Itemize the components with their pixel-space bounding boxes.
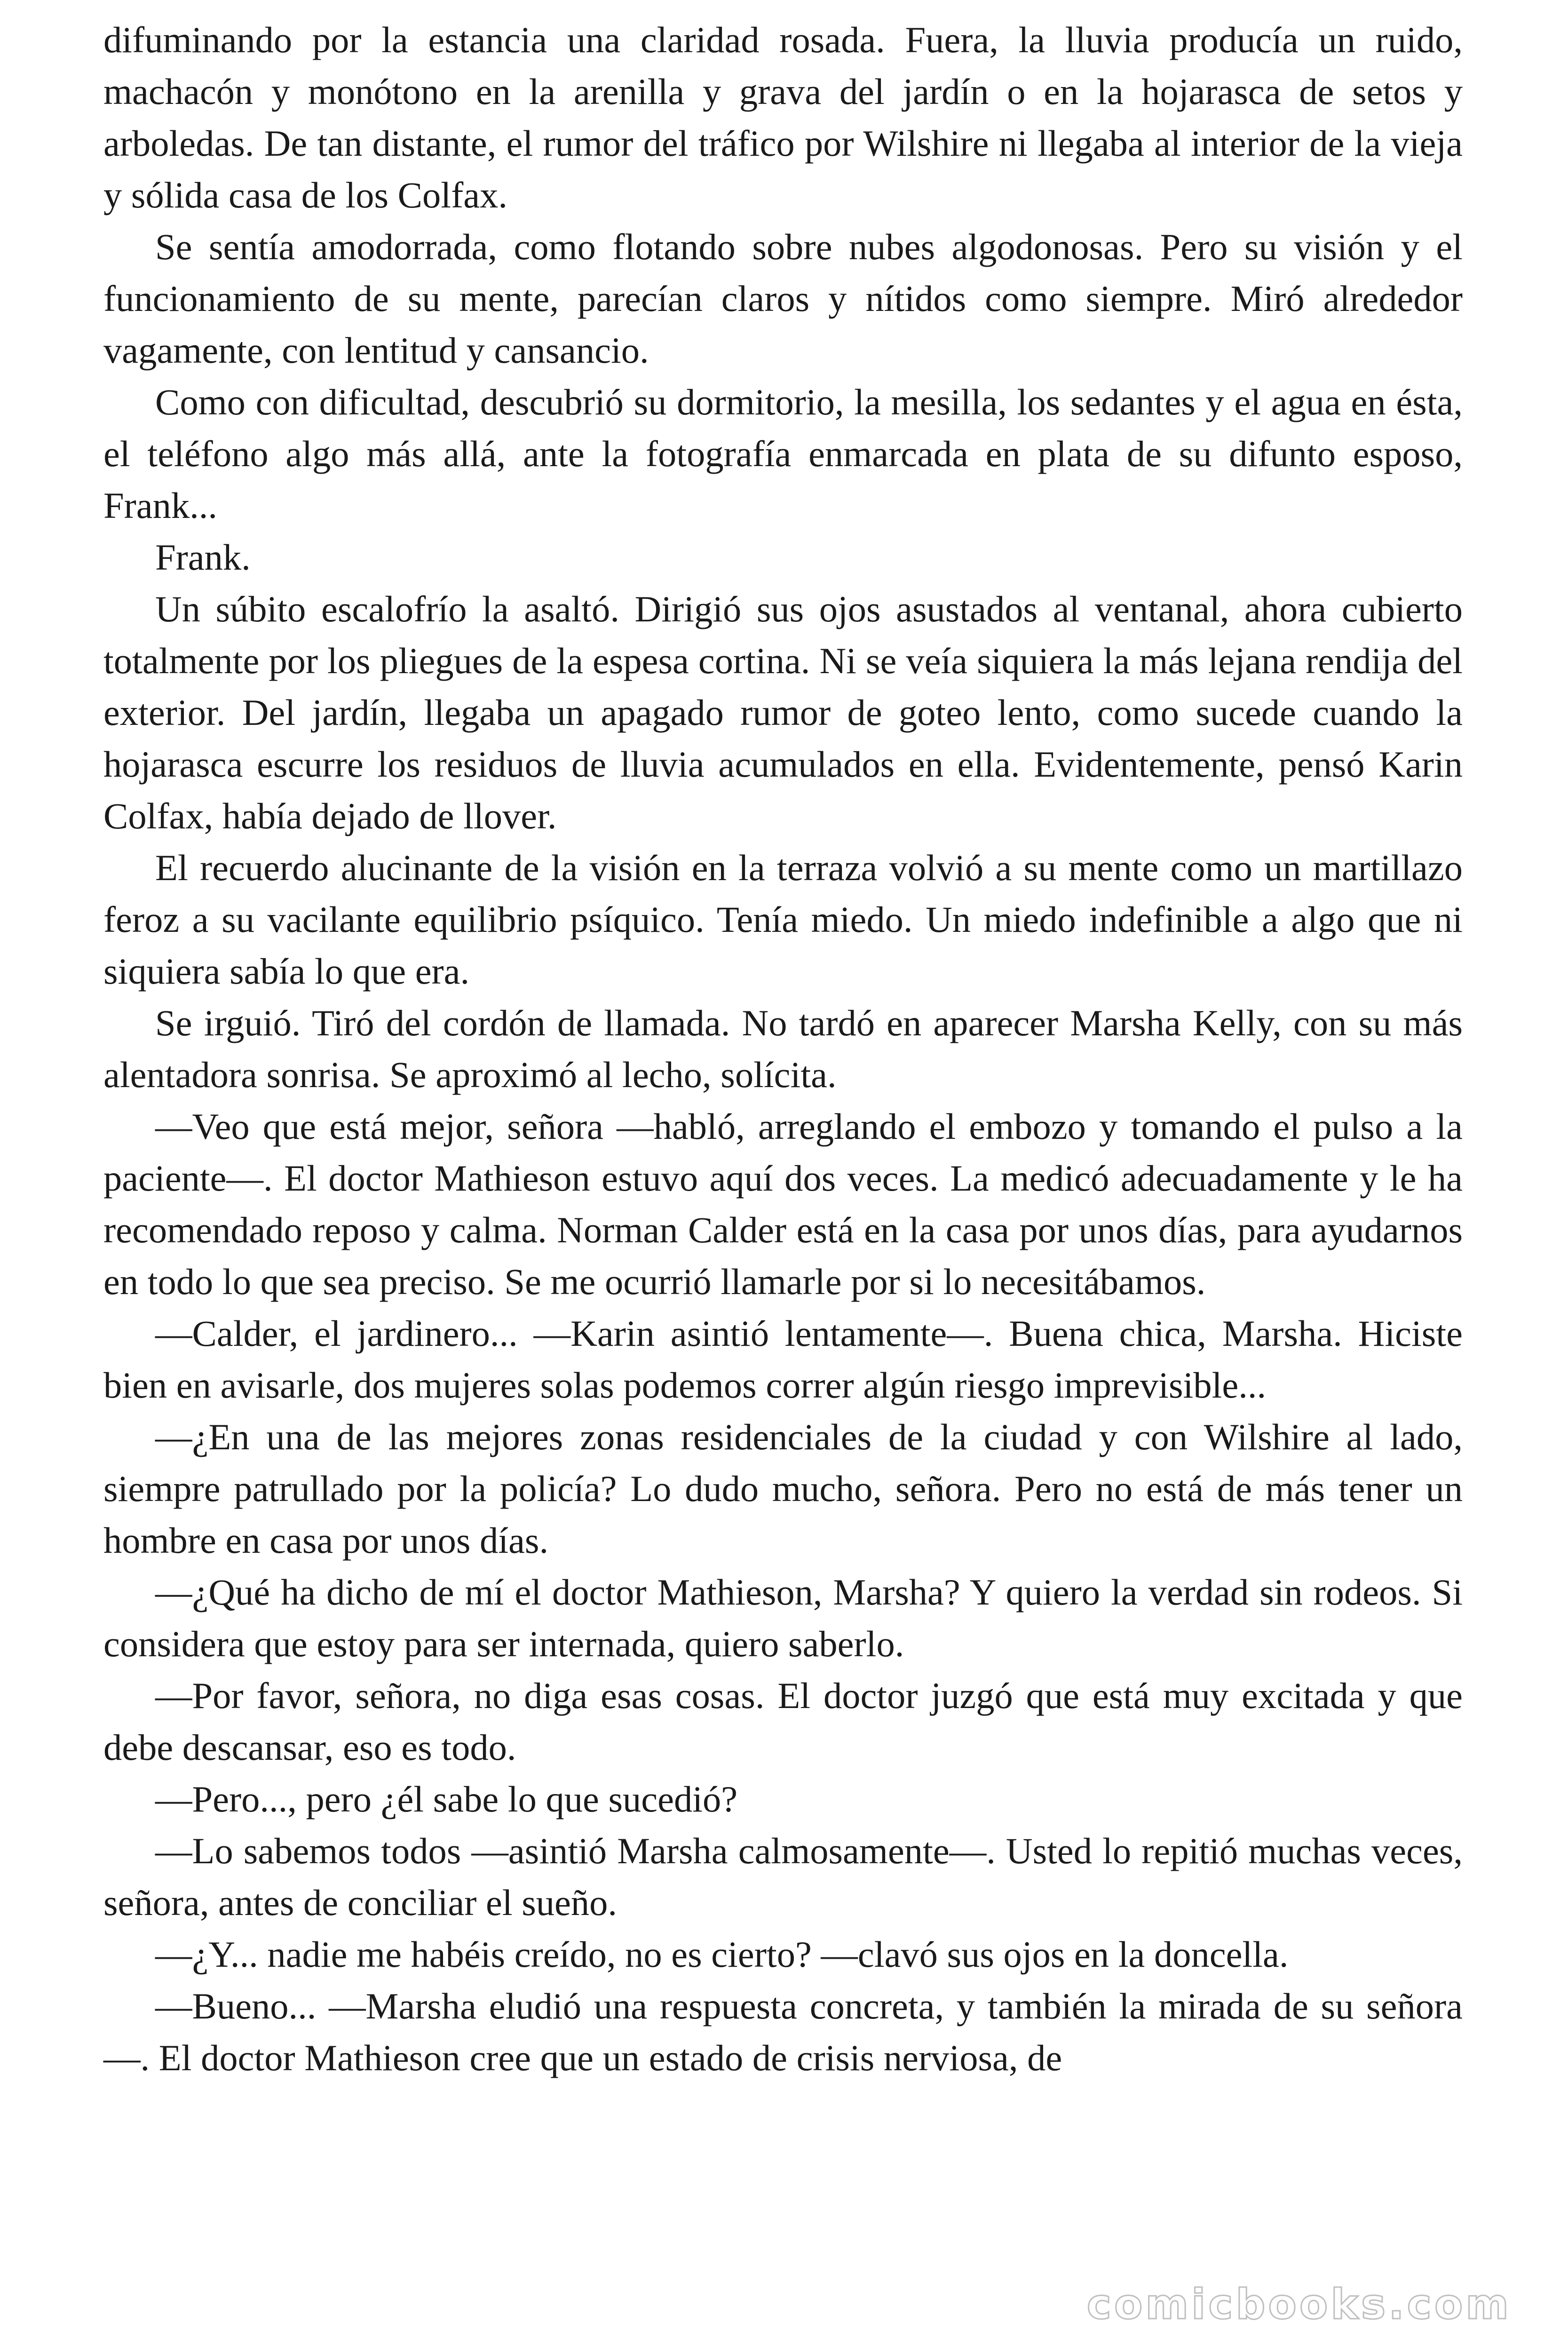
paragraph-3: Como con dificultad, descubrió su dormitorio, la mesilla, los sedantes y el agua en ésta, el teléfono algo más allá, ante la fotografía enmarcada en plata de su difunto esposo, Frank... xyxy=(103,381,1463,526)
paragraph-6: El recuerdo alucinante de la visión en la terraza volvió a su mente como un martillazo feroz a su vacilante equilibrio psíquico. Tenía miedo. Un miedo indefinible a algo que ni siquiera sabía lo que era. xyxy=(103,847,1463,992)
paragraph-9: —Calder, el jardinero... —Karin asintió lentamente—. Buena chica, Marsha. Hiciste bien en avisarle, dos mujeres solas podemos correr algún riesgo imprevisible... xyxy=(103,1313,1463,1406)
paragraph-15: —¿Y... nadie me habéis creído, no es cierto? —clavó sus ojos en la doncella. xyxy=(155,1934,1289,1975)
paragraph-7: Se irguió. Tiró del cordón de llamada. No tardó en aparecer Marsha Kelly, con su más alentadora sonrisa. Se aproximó al lecho, solícita. xyxy=(103,1002,1463,1095)
paragraph-11: —¿Qué ha dicho de mí el doctor Mathieson, Marsha? Y quiero la verdad sin rodeos. Si considera que estoy para ser internada, quiero saberlo. xyxy=(103,1572,1463,1664)
paragraph-1: difuminando por la estancia una claridad rosada. Fuera, la lluvia producía un ruido, machacón y monótono en la arenilla y grava del jardín o en la hojarasca de setos y arboledas. De tan distante, el rumor del tráfico por Wilshire ni llegaba al interior de la vieja y sólida casa de los Colfax. xyxy=(103,19,1463,215)
paragraph-5: Un súbito escalofrío la asaltó. Dirigió sus ojos asustados al ventanal, ahora cubierto totalmente por los pliegues de la espesa cortina. Ni se veía siquiera la más lejana rendija del exterior. Del jardín, llegaba un apagado rumor de goteo lento, como sucede cuando la hojarasca escurre los residuos de lluvia acumulados en ella. Evidentemente, pensó Karin Colfax, había dejado de llover. xyxy=(103,588,1463,836)
paragraph-12: —Por favor, señora, no diga esas cosas. El doctor juzgó que está muy excitada y que debe descansar, eso es todo. xyxy=(103,1675,1463,1768)
paragraph-4: Frank. xyxy=(155,537,251,578)
paragraph-13: —Pero..., pero ¿él sabe lo que sucedió? xyxy=(155,1779,738,1820)
paragraph-2: Se sentía amodorrada, como flotando sobre nubes algodonosas. Pero su visión y el funcionamiento de su mente, parecían claros y nítidos como siempre. Miró alrededor vagamente, con lentitud y cansancio. xyxy=(103,226,1463,371)
watermark: comicbooks.com xyxy=(1086,2280,1512,2328)
book-page xyxy=(103,14,1463,2084)
paragraph-16: —Bueno... —Marsha eludió una respuesta concreta, y también la mirada de su señora—. El doctor Mathieson cree que un estado de crisis nerviosa, de xyxy=(103,1986,1463,2078)
paragraph-10: —¿En una de las mejores zonas residenciales de la ciudad y con Wilshire al lado, siempre patrullado por la policía? Lo dudo mucho, señora. Pero no está de más tener un hombre en casa por unos días. xyxy=(103,1416,1463,1561)
paragraph-8: —Veo que está mejor, señora —habló, arreglando el embozo y tomando el pulso a la paciente—. El doctor Mathieson estuvo aquí dos veces. La medicó adecuadamente y le ha recomendado reposo y calma. Norman Calder está en la casa por unos días, para ayudarnos en todo lo que sea preciso. Se me ocurrió llamarle por si lo necesitábamos. xyxy=(103,1106,1463,1302)
paragraph-14: —Lo sabemos todos —asintió Marsha calmosamente—. Usted lo repitió muchas veces, señora, antes de conciliar el sueño. xyxy=(103,1830,1463,1923)
